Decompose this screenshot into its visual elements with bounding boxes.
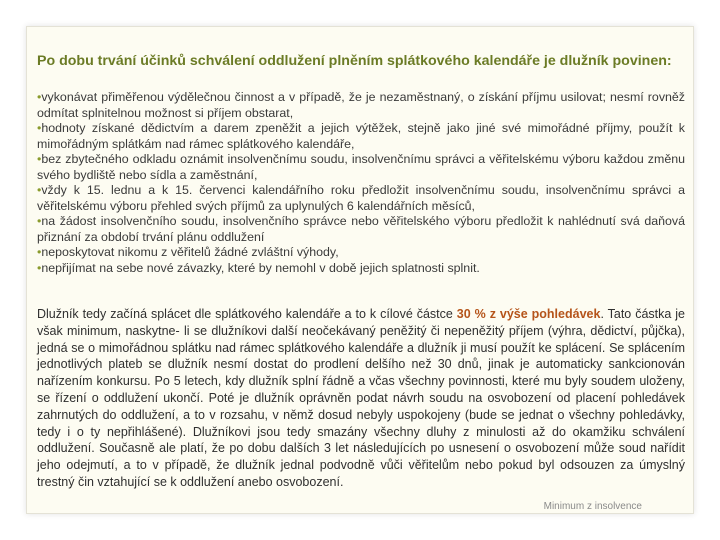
bullet-icon: • (37, 121, 42, 135)
list-item (37, 261, 685, 277)
obligations-list (37, 90, 685, 276)
bullet-icon: • (37, 245, 42, 259)
slide-footer: Minimum z insolvence (543, 501, 642, 512)
slide-heading: Po dobu trvání účinků schválení oddlužení plněním splátkového kalendáře je dlužník povinen: (37, 53, 672, 69)
list-item-text: bez zbytečného odkladu oznámit insolvenčnímu soudu, insolvenčnímu správci a věřitelskému výboru každou změnu svého bydliště nebo sídla a zaměstnání, (37, 152, 685, 182)
list-item-text: hodnoty získané dědictvím a darem zpeněžit a jejich výtěžek, stejně jako jiné své mimořádné příjmy, použít k mimořádným splátkám nad rámec splátkového kalendáře, (37, 121, 685, 151)
bullet-icon: • (37, 152, 42, 166)
list-item-text: neposkytovat nikomu z věřitelů žádné zvláštní výhody, (41, 245, 339, 259)
list-item (37, 183, 685, 214)
list-item-text: vždy k 15. lednu a k 15. červenci kalendářního roku předložit insolvenčnímu soudu, insolvenčnímu správci a věřitelskému výboru přehled svých příjmů za uplynulých 6 kalendářních měsíců, (37, 183, 685, 213)
list-item (37, 152, 685, 183)
bullet-icon: • (37, 183, 42, 197)
list-item-text: nepřijímat na sebe nové závazky, které by nemohl v době jejich splatnosti splnit. (41, 260, 480, 275)
target-amount-highlight: 30 % z výše pohledávek (456, 307, 601, 321)
explanation-paragraph (37, 306, 685, 491)
bullet-icon: • (37, 214, 42, 228)
paragraph-text-rest: . Tato částka je však minimum, naskytne- li se dlužníkovi další neočekávaný peněžitý či nepeněžitý příjem (výhra, dědictví, půjčka), jedná se o mimořádnou splátku nad rámec splátkového kalendáře a dlužník ji musí použít ke splácení. Se splácením jednotlivých plateb se dlužník nesmí dostat do prodlení delšího než 30 dnů, jinak je automaticky sankcionován nařízením konkursu. Po 5 letech, kdy dlužník splní řádně a včas všechny povinnosti, které mu byly soudem uloženy, se řízení o oddlužení ukončí. Poté je dlužník oprávněn podat návrh soudu na osvobození od placení pohledávek zahrnutých do oddlužení, a to v rozsahu, v němž dosud nebyly uspokojeny (bude se jednat o všechny pohledávky, tedy i o ty nepřihlášené). Dlužníkovi jsou tedy smazány všechny dluhy z minulosti až do okamžiku schválení oddlužení. Současně ale platí, že po dobu dalších 3 let následujících po usnesení o osvobození může soud nařídit jeho odejmutí, a to v případě, že dlužník jednal podvodně vůči věřitelům nebo pokud byl odsouzen za úmyslný trestný čin vztahující se k oddlužení anebo osvobození. (37, 307, 686, 489)
list-item (37, 214, 685, 245)
bullet-icon: • (37, 90, 42, 104)
list-item (37, 90, 685, 121)
list-item-text: vykonávat přiměřenou výdělečnou činnost a v případě, že je nezaměstnaný, o získání příjmu usilovat; nesmí rovněž odmítat splnitelnou možnost si příjem obstarat, (37, 90, 685, 120)
list-item-text: na žádost insolvenčního soudu, insolvenčního správce nebo věřitelského výboru předložit k nahlédnutí svá daňová přiznání za období trvání plánu oddlužení (37, 214, 685, 244)
paragraph-text-start: Dlužník tedy začíná splácet dle splátkového kalendáře a to k cílové částce (37, 307, 457, 321)
list-item (37, 121, 685, 152)
bullet-icon: • (37, 260, 42, 275)
list-item (37, 245, 685, 261)
